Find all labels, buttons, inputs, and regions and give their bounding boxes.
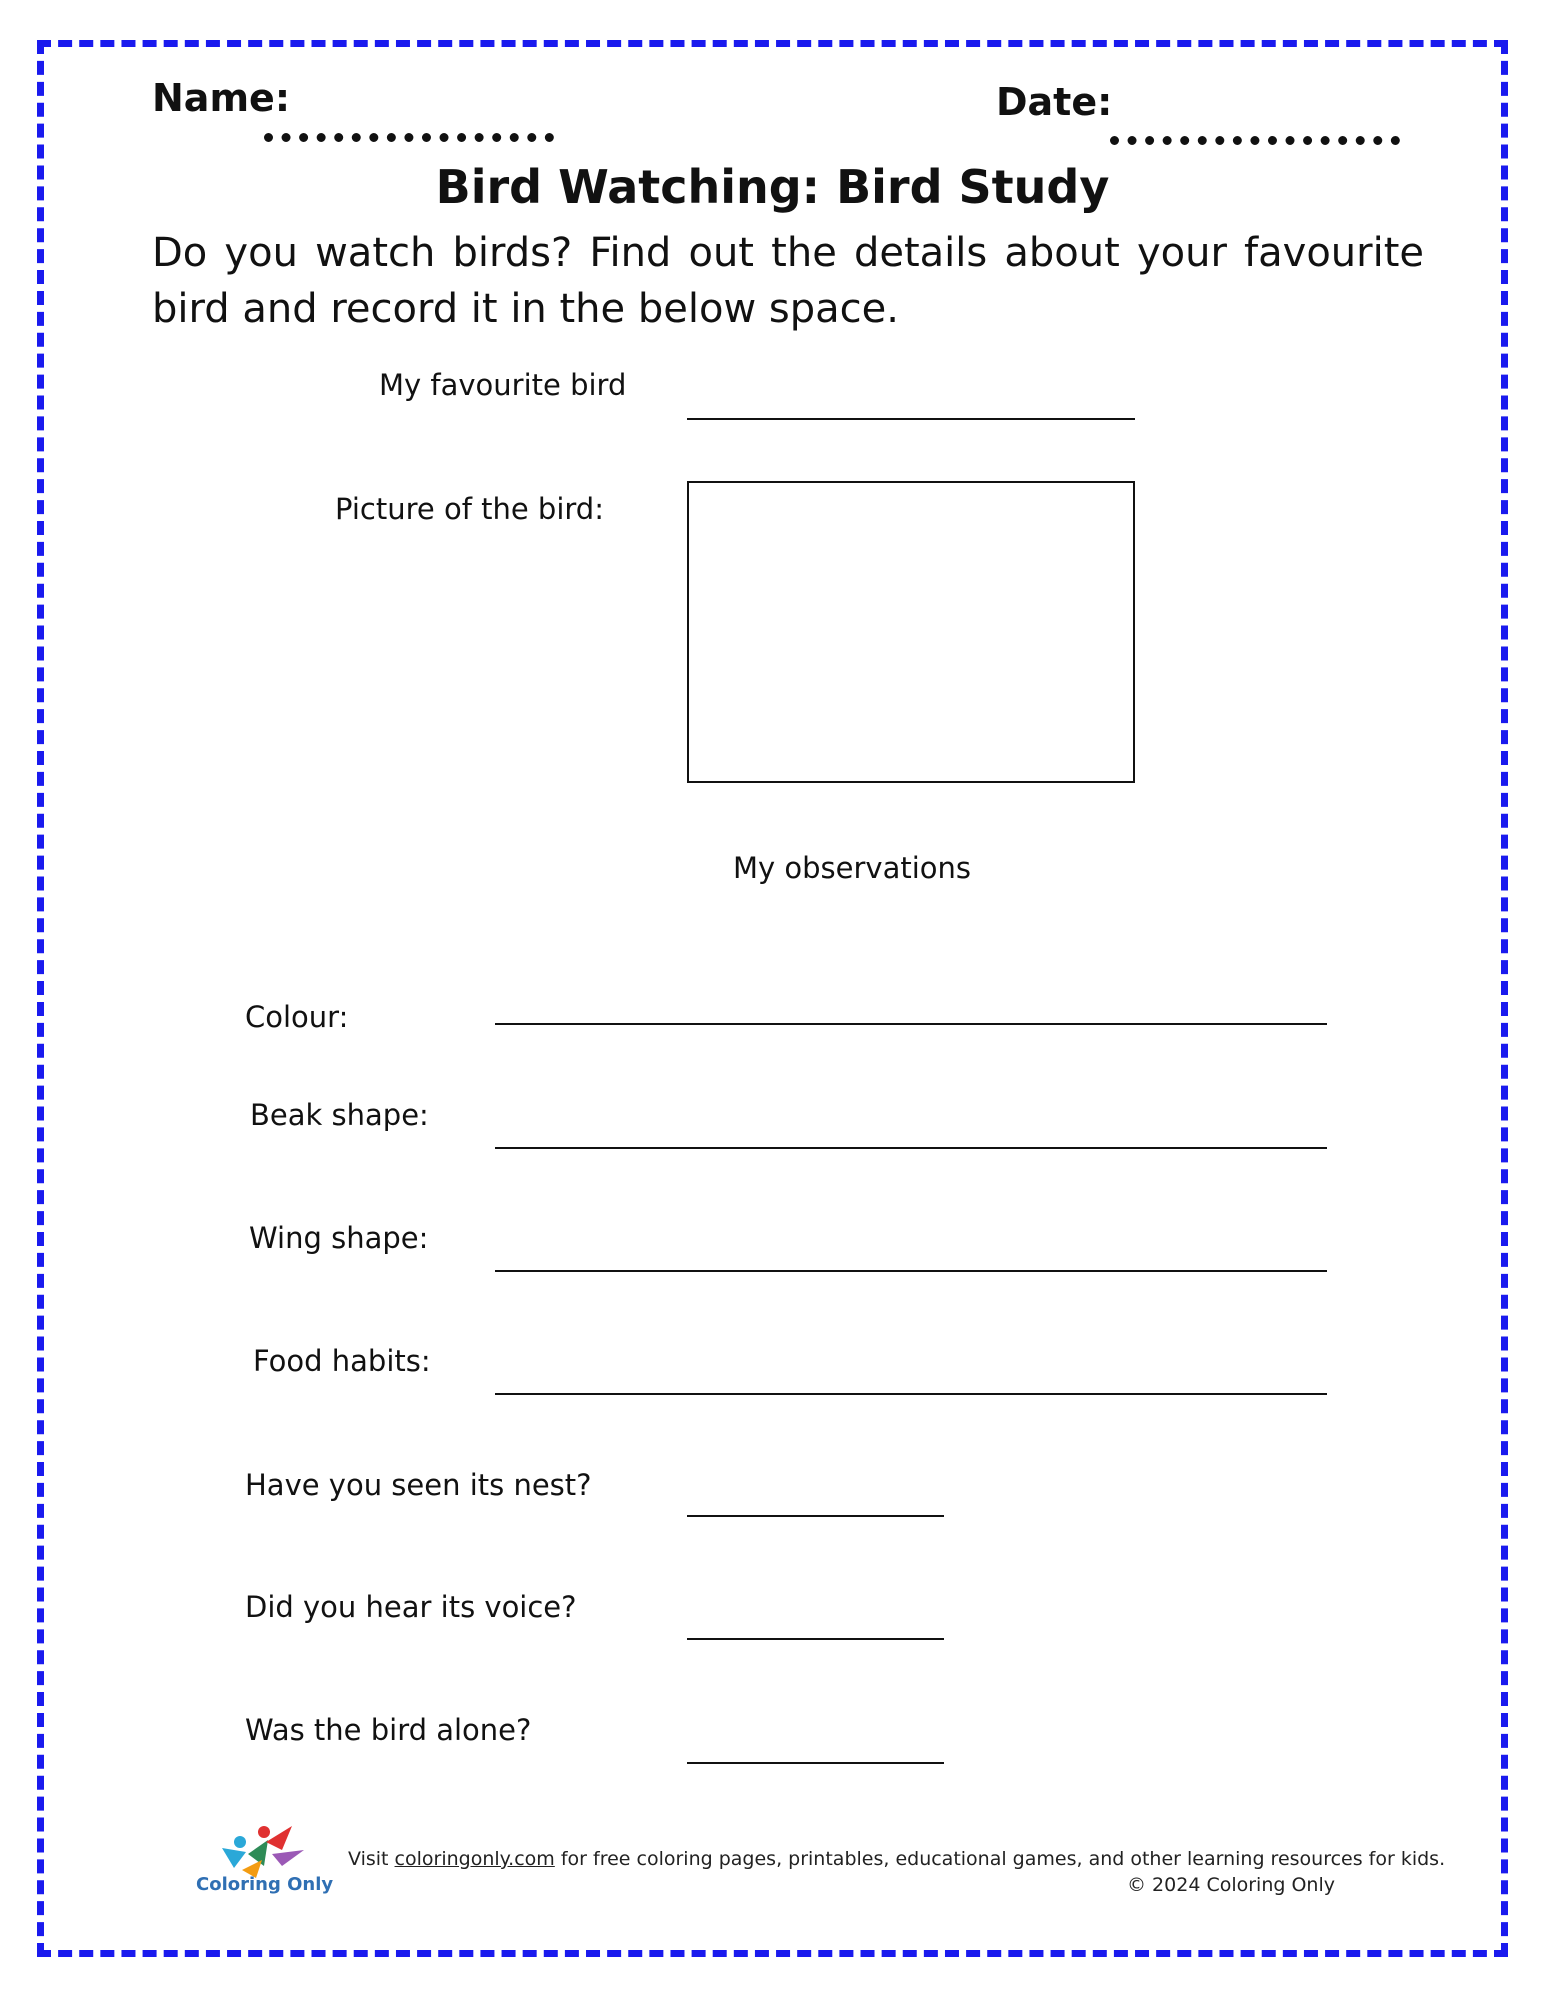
footer-visit-suffix: for free coloring pages, printables, educational games, and other learning resources for kids. xyxy=(554,1848,1446,1870)
observations-heading: My observations xyxy=(733,851,972,885)
logo-text: Coloring Only xyxy=(196,1874,334,1895)
colour-answer-line[interactable] xyxy=(495,1023,1327,1025)
food-habits-label: Food habits: xyxy=(253,1344,431,1378)
footer-visit-prefix: Visit xyxy=(348,1848,395,1870)
date-dotted-line[interactable] xyxy=(1110,136,1400,145)
favourite-bird-label: My favourite bird xyxy=(379,368,627,402)
nest-answer-line[interactable] xyxy=(687,1515,944,1517)
date-label: Date: xyxy=(996,80,1113,124)
wing-shape-label: Wing shape: xyxy=(249,1221,429,1255)
colour-label: Colour: xyxy=(245,1000,349,1034)
name-label: Name: xyxy=(152,76,291,120)
footer-copyright: © 2024 Coloring Only xyxy=(1127,1874,1335,1896)
alone-answer-line[interactable] xyxy=(687,1762,944,1764)
beak-shape-label: Beak shape: xyxy=(250,1098,429,1132)
picture-label: Picture of the bird: xyxy=(335,492,604,526)
food-habits-answer-line[interactable] xyxy=(495,1393,1327,1395)
star-figures-logo-icon xyxy=(212,1820,322,1880)
intro-text: Do you watch birds? Find out the details about your favourite bird and record it in the below space. xyxy=(152,230,1424,332)
page-title: Bird Watching: Bird Study xyxy=(435,160,1110,214)
logo[interactable] xyxy=(192,1820,334,1900)
picture-drawing-box[interactable] xyxy=(687,481,1135,783)
voice-answer-line[interactable] xyxy=(687,1638,944,1640)
favourite-bird-answer-line[interactable] xyxy=(687,418,1135,420)
voice-question-label: Did you hear its voice? xyxy=(245,1590,577,1624)
beak-shape-answer-line[interactable] xyxy=(495,1147,1327,1149)
footer-link[interactable]: coloringonly.com xyxy=(394,1848,555,1870)
name-dotted-line[interactable] xyxy=(264,133,554,142)
nest-question-label: Have you seen its nest? xyxy=(245,1468,592,1502)
alone-question-label: Was the bird alone? xyxy=(245,1713,532,1747)
wing-shape-answer-line[interactable] xyxy=(495,1270,1327,1272)
footer-visit-text xyxy=(348,1848,1445,1870)
